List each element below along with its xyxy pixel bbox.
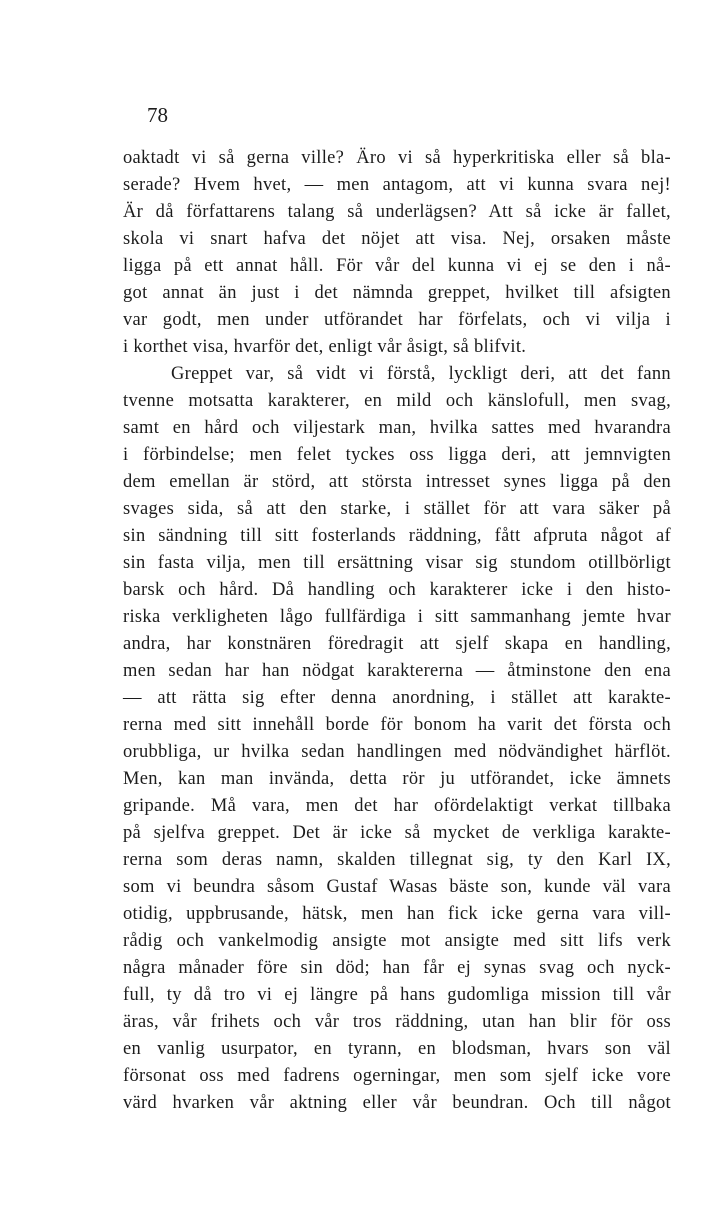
text-line: värd hvarken vår aktning eller vår beundran. Och till något <box>123 1093 671 1113</box>
text-line: några månader före sin död; han får ej synas svag och nyck- <box>123 958 671 978</box>
text-line: rerna som deras namn, skalden tillegnat sig, ty den Karl IX, <box>123 850 671 870</box>
body-text <box>123 145 671 1117</box>
text-line: men sedan har han nödgat karaktererna — åtminstone den ena <box>123 661 671 681</box>
text-line: i förbindelse; men felet tyckes oss ligga deri, att jemnvigten <box>123 445 671 465</box>
text-line: sin sändning till sitt fosterlands räddning, fått afpruta något af <box>123 526 671 546</box>
text-line: på sjelfva greppet. Det är icke så mycket de verkliga karakte- <box>123 823 671 843</box>
text-line: sin fasta vilja, men till ersättning visar sig stundom otillbörligt <box>123 553 671 573</box>
text-line: Men, kan man invända, detta rör ju utförandet, icke ämnets <box>123 769 671 789</box>
text-line: samt en hård och viljestark man, hvilka sattes med hvarandra <box>123 418 671 438</box>
text-line: serade? Hvem hvet, — men antagom, att vi kunna svara nej! <box>123 175 671 195</box>
text-line: otidig, uppbrusande, hätsk, men han fick icke gerna vara vill- <box>123 904 671 924</box>
text-line: en vanlig usurpator, en tyrann, en blodsman, hvars son väl <box>123 1039 671 1059</box>
text-line: oaktadt vi så gerna ville? Äro vi så hyperkritiska eller så bla- <box>123 148 671 168</box>
text-line: dem emellan är störd, att största intresset synes ligga på den <box>123 472 671 492</box>
text-line: ligga på ett annat håll. För vår del kunna vi ej se den i nå- <box>123 256 671 276</box>
text-line: Greppet var, så vidt vi förstå, lyckligt deri, att det fann <box>171 364 671 384</box>
text-line: rerna med sitt innehåll borde för bonom ha varit det första och <box>123 715 671 735</box>
text-line: Är då författarens talang så underlägsen? Att så icke är fallet, <box>123 202 671 222</box>
text-line: — att rätta sig efter denna anordning, i stället att karakte- <box>123 688 671 708</box>
text-line: äras, vår frihets och vår tros räddning, utan han blir för oss <box>123 1012 671 1032</box>
page-number: 78 <box>147 103 168 127</box>
text-line: som vi beundra såsom Gustaf Wasas bäste son, kunde väl vara <box>123 877 671 897</box>
text-line: var godt, men under utförandet har förfelats, och vi vilja i <box>123 310 671 330</box>
text-line: tvenne motsatta karakterer, en mild och känslofull, men svag, <box>123 391 671 411</box>
text-line: skola vi snart hafva det nöjet att visa. Nej, orsaken måste <box>123 229 671 249</box>
text-line: i korthet visa, hvarför det, enligt vår åsigt, så blifvit. <box>123 337 527 357</box>
text-line: rådig och vankelmodig ansigte mot ansigte med sitt lifs verk <box>123 931 671 951</box>
text-line: gripande. Må vara, men det har ofördelaktigt verkat tillbaka <box>123 796 671 816</box>
text-line: riska verkligheten lågo fullfärdiga i sitt sammanhang jemte hvar <box>123 607 671 627</box>
text-line: barsk och hård. Då handling och karakterer icke i den histo- <box>123 580 671 600</box>
text-line: full, ty då tro vi ej längre på hans gudomliga mission till vår <box>123 985 671 1005</box>
text-line: andra, har konstnären föredragit att sjelf skapa en handling, <box>123 634 671 654</box>
text-line: orubbliga, ur hvilka sedan handlingen med nödvändighet härflöt. <box>123 742 671 762</box>
text-line: svages sida, så att den starke, i stället för att vara säker på <box>123 499 671 519</box>
text-line: got annat än just i det nämnda greppet, hvilket till afsigten <box>123 283 671 303</box>
text-line: försonat oss med fadrens ogerningar, men som sjelf icke vore <box>123 1066 671 1086</box>
